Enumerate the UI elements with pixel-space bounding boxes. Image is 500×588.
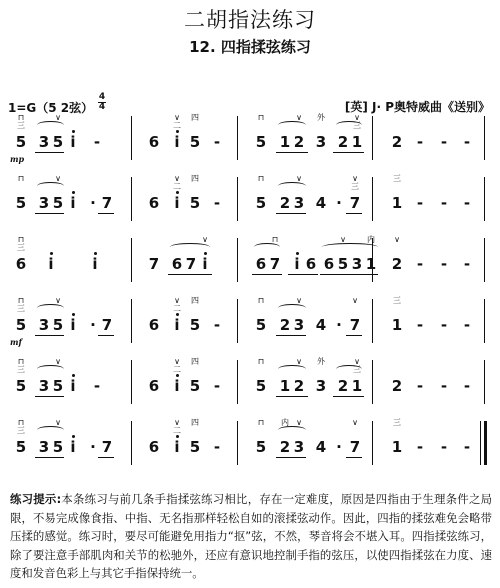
bowing-fingering-mark: ∨ 三 [353,357,361,374]
bowing-fingering-mark: ⊓ [17,174,25,183]
bowing-fingering-mark: 三 [393,418,401,427]
note: 2 [279,194,291,212]
note: - [463,316,471,334]
note: i [174,377,180,395]
note: 5 [52,377,64,395]
slur-mark [278,365,306,373]
note: - [440,438,448,456]
note: i [294,255,300,273]
note: 2 [279,438,291,456]
bowing-fingering-mark: ∨ [55,174,61,183]
note: 6 [148,194,160,212]
slur-mark [37,365,64,373]
bowing-fingering-mark: 四 [191,357,199,366]
bowing-fingering-mark: ⊓ 三 [17,296,25,313]
rhythm-underline [276,152,308,153]
note: - [463,194,471,212]
note: 5 [189,377,201,395]
rhythm-underline [320,274,350,275]
barline [131,299,132,343]
note: - [416,438,424,456]
note: 3 [38,438,50,456]
slur-mark [37,182,64,190]
staff-line-6 [0,417,500,473]
bowing-fingering-mark: ∨ [202,235,208,244]
note: · [90,194,96,212]
bowing-fingering-mark: 四 [191,174,199,183]
octave-dot [72,191,75,194]
note: - [440,377,448,395]
note: 7 [349,316,361,334]
barline [237,116,238,160]
note: - [416,316,424,334]
note: 7 [101,316,113,334]
practice-hint [10,490,492,583]
barline [237,360,238,404]
note: · [90,438,96,456]
meter-top: 4 [98,92,106,102]
bowing-fingering-mark: 四 [191,113,199,122]
octave-dot [176,191,179,194]
bowing-fingering-mark: ∨ [296,418,302,427]
octave-dot [204,252,207,255]
bowing-fingering-mark: ∨ 二 [173,174,181,191]
bowing-fingering-mark: ∨ 二 [173,113,181,130]
note: - [416,194,424,212]
note: 7 [148,255,160,273]
note: 3 [38,194,50,212]
note: - [440,255,448,273]
bowing-fingering-mark: 内 [281,418,289,427]
rhythm-underline [98,457,114,458]
composer-credit: [英] J· P奥特威曲《送别》 [344,100,490,114]
rhythm-underline [35,335,64,336]
note: - [416,377,424,395]
hint-label: 练习提示: [10,492,62,506]
note: - [213,133,221,151]
note: 6 [15,255,27,273]
octave-dot [176,435,179,438]
barline [131,238,132,282]
note: 5 [52,133,64,151]
octave-dot [176,313,179,316]
note: - [93,133,101,151]
note: 1 [391,316,403,334]
note: 6 [148,133,160,151]
note: 2 [337,377,349,395]
note: 7 [269,255,281,273]
bowing-fingering-mark: ∨ 二 [173,296,181,313]
note: 7 [101,194,113,212]
barline [484,360,485,404]
staff-line-1 [0,112,500,168]
note: 4 [315,194,327,212]
bowing-fingering-mark: ⊓ [257,113,265,122]
bowing-fingering-mark: ∨ [55,357,61,366]
note: 5 [255,194,267,212]
barline [484,421,487,465]
barline [372,299,373,343]
note: 5 [255,133,267,151]
note: - [416,255,424,273]
rhythm-underline [346,335,362,336]
note: 6 [255,255,267,273]
bowing-fingering-mark: ⊓ [257,174,265,183]
bowing-fingering-mark: ∨ 三 [353,113,361,130]
rhythm-underline [35,457,64,458]
barline [372,360,373,404]
slur-mark [254,243,280,251]
note: - [440,194,448,212]
bowing-fingering-mark: ∨ [352,296,358,305]
slur-mark [278,304,306,312]
note: 6 [305,255,317,273]
rhythm-underline [276,457,306,458]
note: i [70,316,76,334]
bowing-fingering-mark: 四 [191,296,199,305]
note: 2 [391,377,403,395]
barline [372,421,373,465]
bowing-fingering-mark: ⊓ 三 [17,113,25,130]
note: 7 [185,255,197,273]
bowing-fingering-mark: ⊓ [257,418,265,427]
note: 7 [349,194,361,212]
note: 6 [171,255,183,273]
note: 3 [293,316,305,334]
barline [484,238,485,282]
rhythm-underline [35,213,64,214]
rhythm-underline [276,335,306,336]
note: - [463,255,471,273]
note: 5 [189,194,201,212]
barline [372,177,373,221]
barline [131,360,132,404]
octave-dot [72,374,75,377]
note: i [70,438,76,456]
barline [484,299,485,343]
barline [237,299,238,343]
note: 2 [337,133,349,151]
bowing-fingering-mark: ∨ 二 [173,418,181,435]
note: i [174,438,180,456]
rhythm-underline [98,335,114,336]
note: 6 [148,377,160,395]
note: - [440,133,448,151]
barline [484,116,485,160]
note: 5 [15,194,27,212]
rhythm-underline [35,152,64,153]
note: i [174,316,180,334]
bowing-fingering-mark: 四 [191,418,199,427]
bowing-fingering-mark: ⊓ [257,296,265,305]
note: 3 [315,377,327,395]
staff-line-3 [0,234,500,290]
note: - [440,316,448,334]
note: 1 [279,377,291,395]
note: 5 [189,133,201,151]
bowing-fingering-mark: ∨ [296,174,302,183]
note: 2 [293,133,305,151]
bowing-fingering-mark: ∨ [296,296,302,305]
barline [484,177,485,221]
note: 3 [315,133,327,151]
note: 1 [351,377,363,395]
barline [131,177,132,221]
note: 5 [189,316,201,334]
note: i [202,255,208,273]
bowing-fingering-mark: ∨ [55,296,61,305]
note: 2 [391,133,403,151]
barline [237,238,238,282]
rhythm-underline [98,213,114,214]
slur-mark [278,121,306,129]
note: - [213,316,221,334]
note: 2 [293,377,305,395]
note: - [93,377,101,395]
note: 3 [351,255,363,273]
note: 5 [52,316,64,334]
bowing-fingering-mark: ⊓ 三 [17,357,25,374]
rhythm-underline [276,213,306,214]
note: 5 [15,316,27,334]
slur-mark [278,426,306,434]
barline [372,116,373,160]
page-title: 二胡指法练习 [184,8,316,32]
bowing-fingering-mark: ∨ 二 [173,357,181,374]
rhythm-underline [348,274,378,275]
bowing-fingering-mark: ∨ [394,235,400,244]
octave-dot [94,252,97,255]
bowing-fingering-mark: ⊓ [271,235,279,244]
note: 5 [255,377,267,395]
note: · [90,316,96,334]
note: 6 [323,255,335,273]
rhythm-underline [168,274,212,275]
bowing-fingering-mark: 三 [393,296,401,305]
note: 2 [279,316,291,334]
note: 3 [293,438,305,456]
note: - [463,377,471,395]
note: 5 [15,377,27,395]
note: 7 [349,438,361,456]
octave-dot [296,252,299,255]
bowing-fingering-mark: ∨ [55,113,61,122]
note: 1 [391,194,403,212]
note: i [70,133,76,151]
bowing-fingering-mark: 三 [393,174,401,183]
rhythm-underline [346,213,362,214]
note: 5 [255,438,267,456]
note: 1 [365,255,377,273]
note: 3 [38,377,50,395]
note: 2 [391,255,403,273]
time-signature [98,93,106,112]
note: 5 [189,438,201,456]
bowing-fingering-mark: ∨ [340,235,346,244]
slur-mark [278,182,306,190]
note: 4 [315,438,327,456]
staff-line-4 [0,295,500,351]
note: 1 [279,133,291,151]
octave-dot [72,435,75,438]
note: 6 [148,316,160,334]
bowing-fingering-mark: ∨ [352,418,358,427]
bowing-fingering-mark: ∨ [55,418,61,427]
bowing-fingering-mark: ∨ 三 [351,174,359,191]
slur-mark [37,304,64,312]
note: 5 [255,316,267,334]
note: 5 [337,255,349,273]
dynamic-mark: mf [10,337,22,347]
rhythm-underline [35,396,64,397]
note: 3 [293,194,305,212]
note: - [213,194,221,212]
note: i [70,194,76,212]
note: i [174,133,180,151]
hint-text: 本条练习与前几条手指揉弦练习相比，存在一定难度，原因是四指由于生理条件之局限，不易完成像食指、中指、无名指那样轻松自如的滚揉弦动作。因此，四指的揉弦难免会略带压揉的感觉。练习时，要尽可能避免用指力“抠”弦，不然，琴音将会不堪入耳。四指揉弦练习，除了要注意手部肌肉和关节的松驰外，还应有意识地控制手指的弦压，以使四指揉弦在力度、速度和发音色彩上与其它手指保持统一。 [10,492,492,580]
note: 3 [38,316,50,334]
staff-line-2 [0,173,500,229]
bowing-fingering-mark: ⊓ 三 [17,418,25,435]
note: - [213,377,221,395]
note: i [48,255,54,273]
slur-mark [37,426,64,434]
slur-mark [170,243,210,251]
bowing-fingering-mark: ⊓ [257,357,265,366]
note: - [416,133,424,151]
barline [131,116,132,160]
rhythm-underline [252,274,282,275]
barline [480,421,481,465]
slur-mark [322,243,378,251]
octave-dot [72,130,75,133]
note: 3 [38,133,50,151]
note: · [336,194,342,212]
barline [237,421,238,465]
note: 5 [15,133,27,151]
note: 4 [315,316,327,334]
note: - [463,133,471,151]
note: i [92,255,98,273]
slur-mark [37,121,64,129]
note: i [70,377,76,395]
octave-dot [72,313,75,316]
meter-bottom: 4 [98,102,106,112]
octave-dot [50,252,53,255]
dynamic-mark: mp [10,154,25,164]
bowing-fingering-mark: ∨ [296,113,302,122]
rhythm-underline [276,396,308,397]
note: · [336,438,342,456]
rhythm-underline [333,152,364,153]
staff-line-5 [0,356,500,412]
note: - [213,438,221,456]
octave-dot [176,374,179,377]
note: 6 [148,438,160,456]
note: i [174,194,180,212]
note: - [463,438,471,456]
bowing-fingering-mark: 内 [367,235,375,244]
bowing-fingering-mark: 外 [317,357,325,366]
barline [131,421,132,465]
note: · [336,316,342,334]
bowing-fingering-mark: ⊓ 三 [17,235,25,252]
note: 7 [101,438,113,456]
rhythm-underline [288,274,318,275]
rhythm-underline [346,457,362,458]
octave-dot [176,130,179,133]
note: 5 [15,438,27,456]
note: 5 [52,194,64,212]
barline [237,177,238,221]
rhythm-underline [333,396,364,397]
note: 1 [351,133,363,151]
bowing-fingering-mark: 外 [317,113,325,122]
key-signature: 1=G（5 2弦） [8,101,94,115]
note: 5 [52,438,64,456]
exercise-subtitle: 12. 四指揉弦练习 [189,38,311,56]
bowing-fingering-mark: ∨ [296,357,302,366]
note: 1 [391,438,403,456]
